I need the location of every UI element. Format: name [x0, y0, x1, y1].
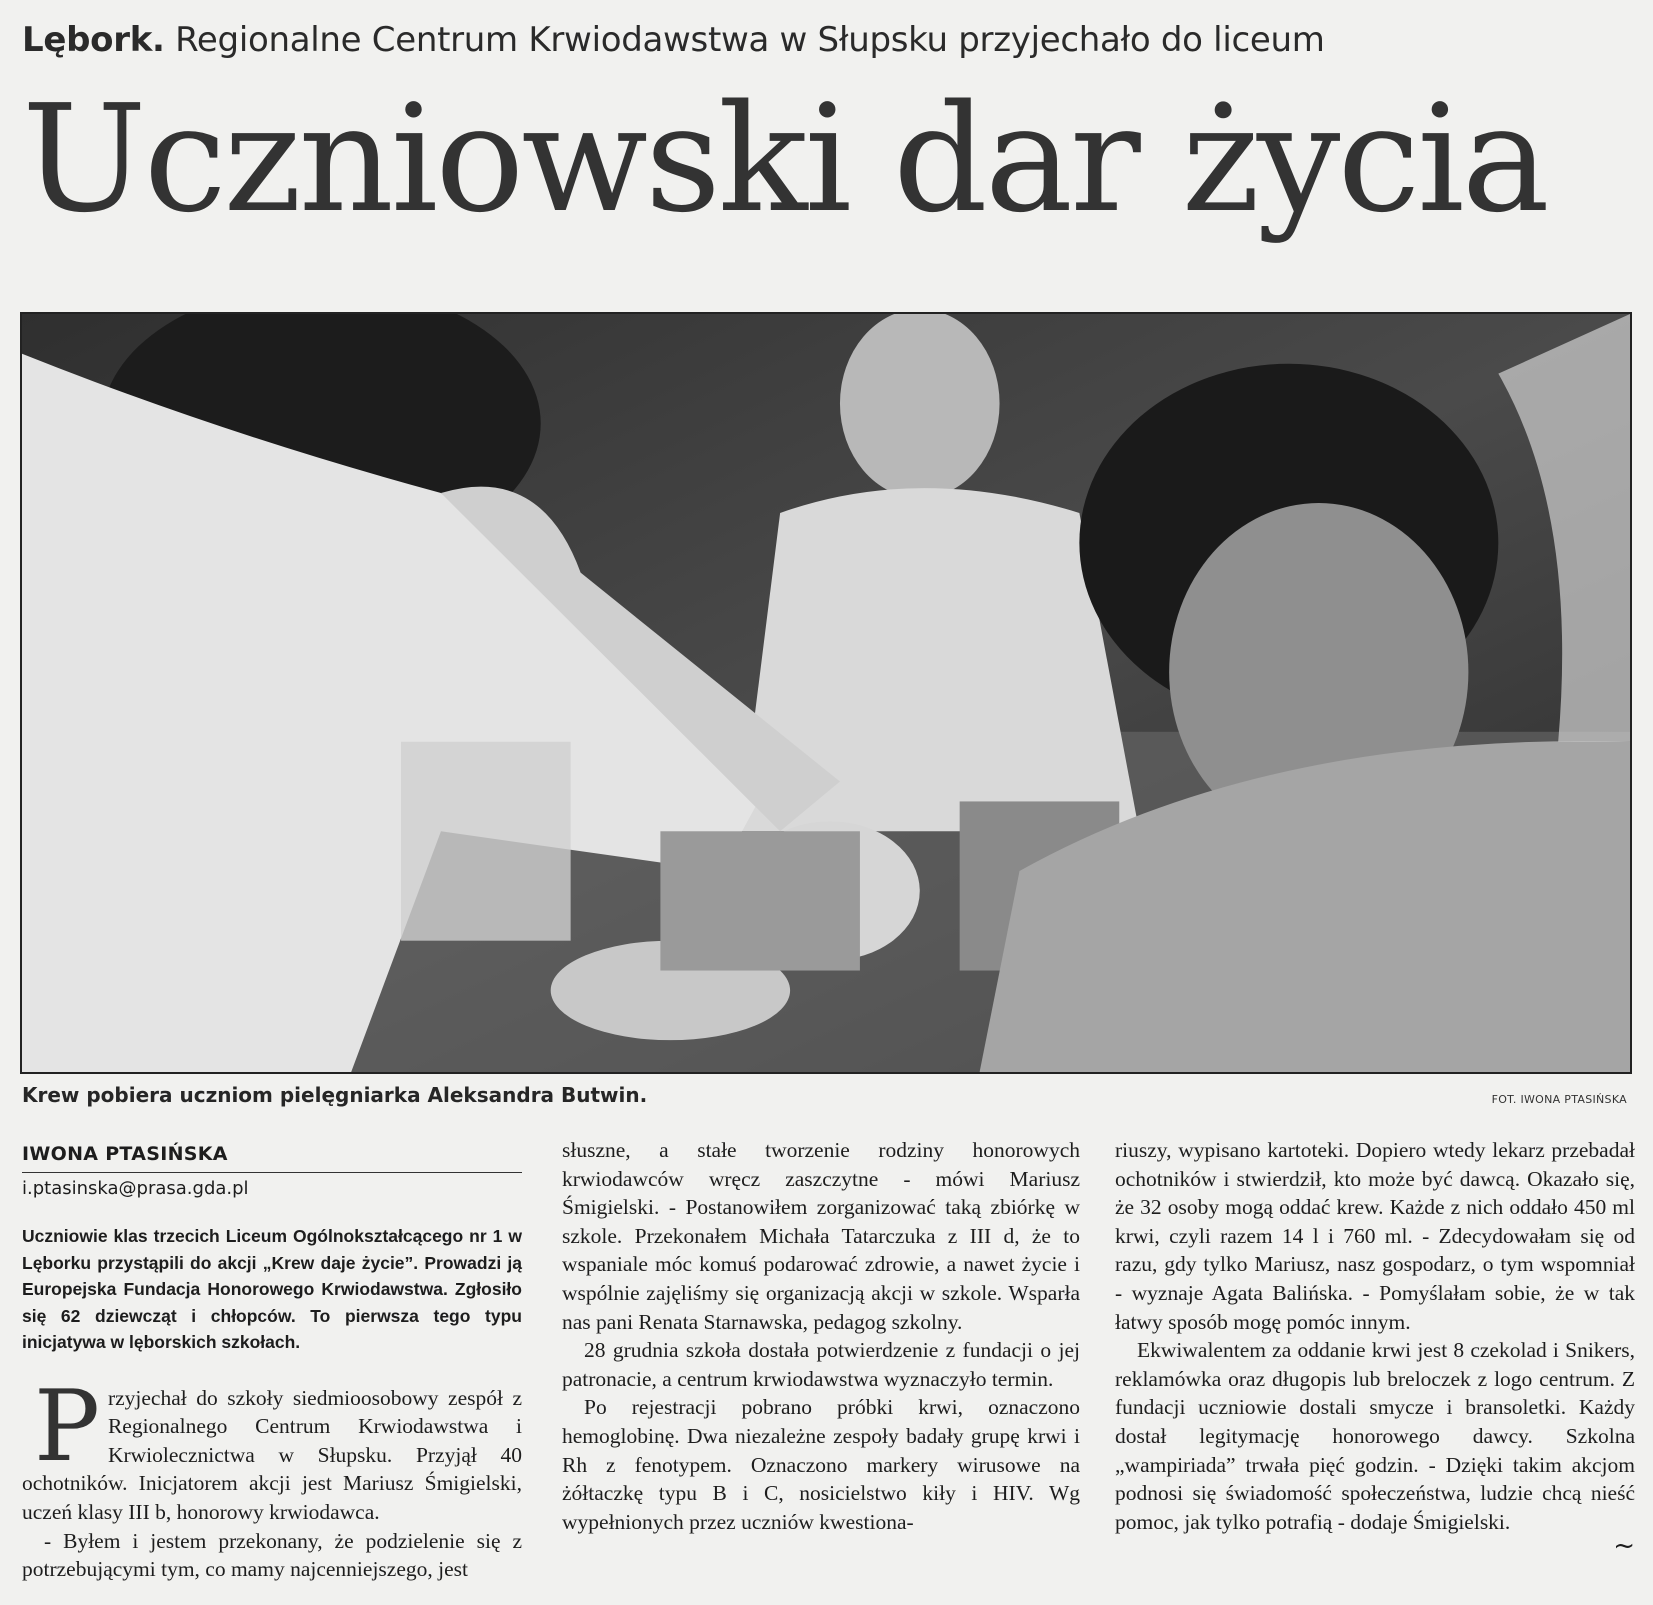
kicker: [22, 20, 1325, 60]
author-email: i.ptasinska@prasa.gda.pl: [22, 1177, 249, 1199]
body-paragraph-4: 28 grudnia szkoła dostała potwierdzenie z fundacji o jej patronacie, a centrum krwiodawstwa wyznaczyło termin.: [562, 1338, 1080, 1391]
photo-credit: FOT. IWONA PTASIŃSKA: [1491, 1093, 1627, 1106]
kicker-place: Lębork.: [22, 20, 165, 60]
column-3: [1115, 1136, 1635, 1561]
lead-paragraph: Uczniowie klas trzecich Liceum Ogólnokształcącego nr 1 w Lęborku przystąpili do akcji „Krew daje życie”. Prowadzi ją Europejska Fundacja Honorowego Krwiodawstwa. Zgłosiło się 62 dziewcząt i chłopców. To pierwsza tego typu inicjatywa w lęborskich szkołach.: [22, 1226, 522, 1353]
column-2: [562, 1136, 1080, 1536]
body-paragraph-1-text: rzyjechał do szkoły siedmioosobowy zespół z Regionalnego Centrum Krwiodawstwa i Krwiolecznictwa w Słupsku. Przyjął 40 ochotników. Inicjatorem akcji jest Mariusz Śmigielski, uczeń klasy III b, honorowy krwiodawca.: [22, 1385, 522, 1525]
end-mark: ~: [1613, 1531, 1635, 1562]
article-photo: [20, 312, 1632, 1074]
drop-cap: P: [34, 1369, 100, 1484]
kicker-text: Regionalne Centrum Krwiodawstwa w Słupsku przyjechało do liceum: [175, 20, 1325, 60]
photo-illustration: [22, 314, 1630, 1072]
body-paragraph-1: [22, 1369, 522, 1527]
body-paragraph-6: riuszy, wypisano kartoteki. Dopiero wtedy lekarz przebadał ochotników i stwierdził, kto może być dawcą. Okazało się, że 32 osoby mogą oddać krew. Każde z nich oddało 450 ml krwi, czyli razem 14 l i 760 ml. - Zdecydowałam się od razu, gdy tylko Mariusz, nasz gospodarz, o tym wspomniał - wyznaje Agata Balińska. - Pomyślałam sobie, że w tak łatwy sposób mogę pomóc innym.: [1115, 1138, 1635, 1334]
column-1: [22, 1140, 522, 1584]
body-paragraph-2: - Byłem i jestem przekonany, że podzielenie się z potrzebującymi tym, co mamy najcenniejszego, jest: [22, 1528, 522, 1582]
headline: Uczniowski dar życia: [22, 73, 1547, 245]
body-paragraph-7: Ekwiwalentem za oddanie krwi jest 8 czekolad i Snikers, reklamówka oraz długopis lub breloczek z logo centrum. Z fundacji uczniowie dostali smycze i bransoletki. Każdy dostał legitymację honorowego dawcy. Szkolna „wampiriada” trwała pięć godzin. - Dzięki takim akcjom podnosi się świadomość społeczeństwa, ludzie chcą nieść pomoc, jak tylko potrafią - dodaje Śmigielski.: [1115, 1338, 1635, 1534]
body-paragraph-5: Po rejestracji pobrano próbki krwi, oznaczono hemoglobinę. Dwa niezależne zespoły badały grupę krwi i Rh z fenotypem. Oznaczono markery wirusowe na żółtaczkę typu B i C, nosicielstwo kiły i HIV. Wg wypełnionych przez uczniów kwestiona-: [562, 1395, 1080, 1534]
author-name: IWONA PTASIŃSKA: [22, 1140, 522, 1173]
body-paragraph-3: słuszne, a stałe tworzenie rodziny honorowych krwiodawców wręcz zaszczytne - mówi Mariusz Śmigielski. - Postanowiłem zorganizować taką zbiórkę w szkole. Przekonałem Michała Tatarczuka z III d, że to wspaniale móc komuś podarować zdrowie, a nawet życie i wspólnie zajęliśmy się organizacją akcji w szkole. Wsparła nas pani Renata Starnawska, pedagog szkolny.: [562, 1138, 1080, 1334]
photo-caption: Krew pobiera uczniom pielęgniarka Aleksandra Butwin.: [22, 1083, 648, 1107]
